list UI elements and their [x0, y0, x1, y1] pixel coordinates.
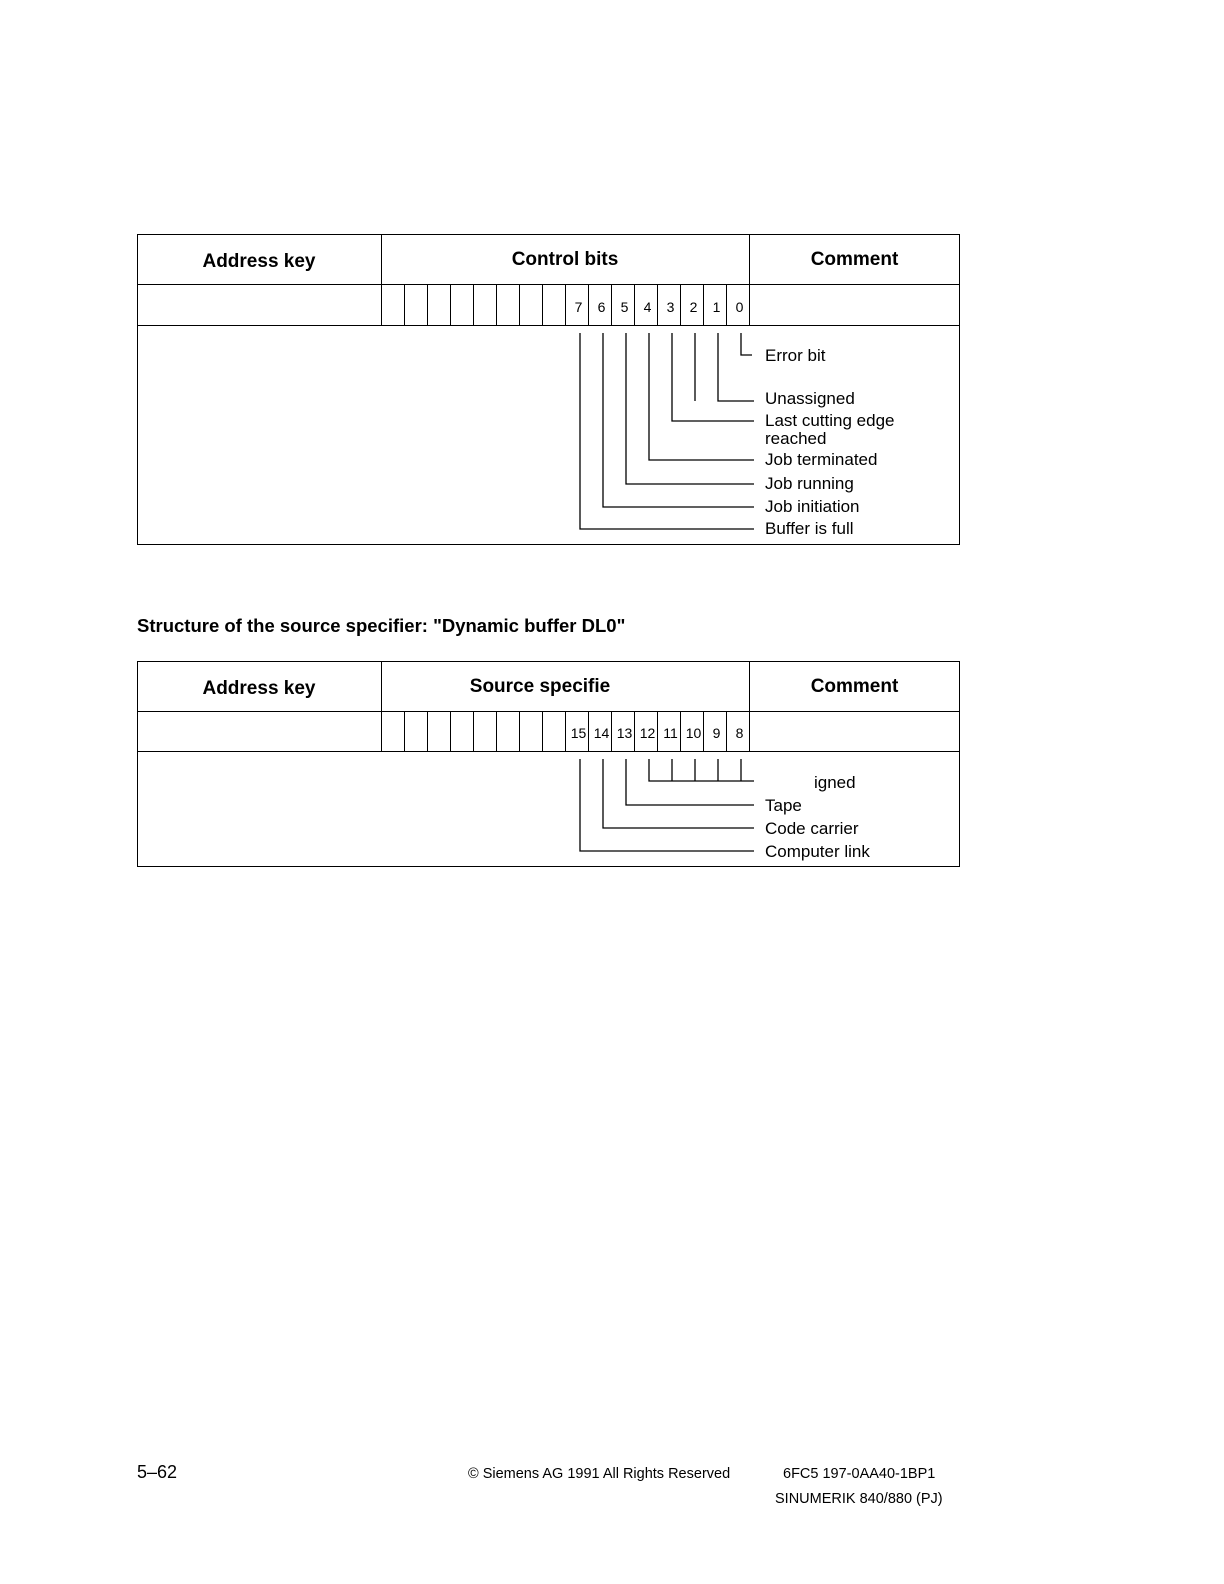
buffer-full-label: Buffer is full — [765, 519, 854, 538]
copyright-notice: © Siemens AG 1991 All Rights Reserved — [468, 1466, 731, 1482]
bit-number: 13 — [616, 725, 633, 741]
product-name: SINUMERIK 840/880 (PJ) — [775, 1491, 943, 1507]
bit-number: 6 — [597, 299, 606, 315]
bit-number: 7 — [574, 299, 583, 315]
bit-number: 14 — [593, 725, 610, 741]
tape-label: Tape — [765, 796, 802, 815]
control-bits-header: Control bits — [511, 249, 619, 270]
address-key-header: Address key — [202, 678, 316, 699]
job-initiation-label: Job initiation — [765, 497, 860, 516]
code-carrier-label: Code carrier — [765, 819, 859, 838]
bit-number: 11 — [663, 725, 678, 741]
bit-number: 4 — [643, 299, 652, 315]
bit-number: 5 — [620, 299, 629, 315]
unassigned-label: Unassigned — [765, 389, 855, 408]
bit-number: 10 — [685, 725, 702, 741]
bit-number: 9 — [712, 725, 721, 741]
bit-number: 3 — [666, 299, 675, 315]
unassigned-partial-label: igned — [814, 773, 856, 792]
bit-number: 0 — [735, 299, 744, 315]
job-terminated-label: Job terminated — [765, 450, 878, 469]
error-bit-label: Error bit — [765, 346, 826, 365]
last-cutting-edge-label-cont: reached — [765, 429, 827, 448]
bit-number: 2 — [689, 299, 698, 315]
job-running-label: Job running — [765, 474, 854, 493]
page-number: 5–62 — [137, 1462, 178, 1482]
section-heading: Structure of the source specifier: "Dynamic buffer DL0" — [137, 615, 626, 636]
address-key-header: Address key — [202, 251, 316, 272]
bit-number: 15 — [570, 725, 587, 741]
bit-number: 8 — [735, 725, 744, 741]
source-specifier-header: Source specifie — [469, 676, 611, 697]
comment-header: Comment — [810, 249, 899, 270]
computer-link-label: Computer link — [765, 842, 870, 861]
last-cutting-edge-label: Last cutting edge — [765, 411, 895, 430]
order-number: 6FC5 197-0AA40-1BP1 — [783, 1466, 936, 1482]
bit-number: 12 — [639, 725, 656, 741]
bit-number: 1 — [712, 299, 721, 315]
comment-header: Comment — [810, 676, 899, 697]
